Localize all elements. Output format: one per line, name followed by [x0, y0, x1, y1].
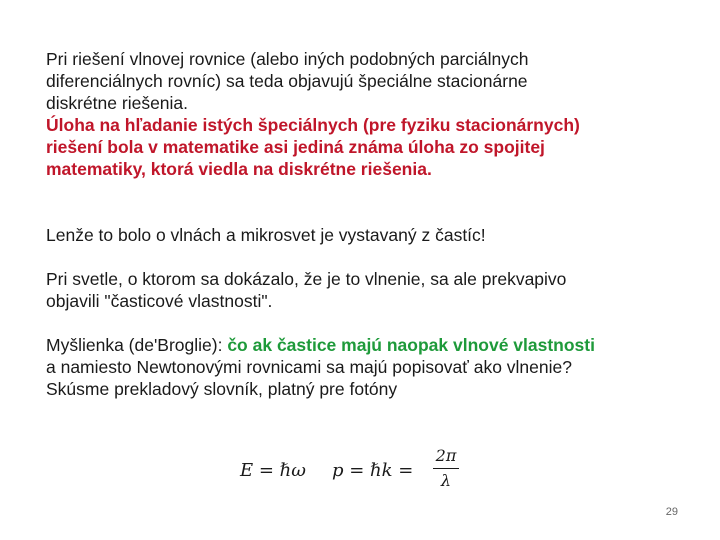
paragraph-3 — [46, 268, 686, 312]
highlight-red-line-2: riešení bola v matematike asi jediná známa úloha zo spojitej — [46, 137, 545, 157]
paragraph-4-line-2: a namiesto Newtonovými rovnicami sa majú popisovať ako vlnenie? — [46, 357, 572, 377]
highlight-red-line-3: matematiky, ktorá viedla na diskrétne riešenia. — [46, 159, 432, 179]
paragraph-1-line-2: diferenciálnych rovníc) sa teda objavujú špeciálne stacionárne — [46, 71, 528, 91]
wavelength-fraction — [433, 446, 459, 491]
energy-equation: E = ℏω — [240, 460, 306, 481]
de-broglie-formula — [240, 446, 480, 496]
fraction-denominator: λ — [440, 471, 452, 490]
highlight-green: čo ak častice majú naopak vlnové vlastnosti — [227, 335, 595, 355]
paragraph-2: Lenže to bolo o vlnách a mikrosvet je vystavaný z častíc! — [46, 225, 486, 245]
page-number: 29 — [665, 506, 678, 518]
paragraph-4 — [46, 334, 686, 400]
momentum-equation: p = ℏk = — [332, 460, 414, 481]
paragraph-1-line-1: Pri riešení vlnovej rovnice (alebo iných podobných parciálnych — [46, 49, 529, 69]
paragraph-3-line-2: objavili "časticové vlastnosti". — [46, 291, 273, 311]
highlight-red-line-1: Úloha na hľadanie istých špeciálnych (pre fyziku stacionárnych) — [46, 115, 580, 135]
paragraph-4-prefix: Myšlienka (de'Broglie): — [46, 335, 228, 355]
fraction-bar — [433, 468, 459, 469]
paragraph-4-line-3: Skúsme prekladový slovník, platný pre fotóny — [46, 379, 398, 399]
paragraph-1-line-3: diskrétne riešenia. — [46, 93, 189, 113]
paragraph-3-line-1: Pri svetle, o ktorom sa dokázalo, že je to vlnenie, sa ale prekvapivo — [46, 269, 567, 289]
slide-content — [46, 48, 686, 400]
fraction-numerator: 2π — [435, 446, 457, 465]
paragraph-1 — [46, 48, 686, 180]
